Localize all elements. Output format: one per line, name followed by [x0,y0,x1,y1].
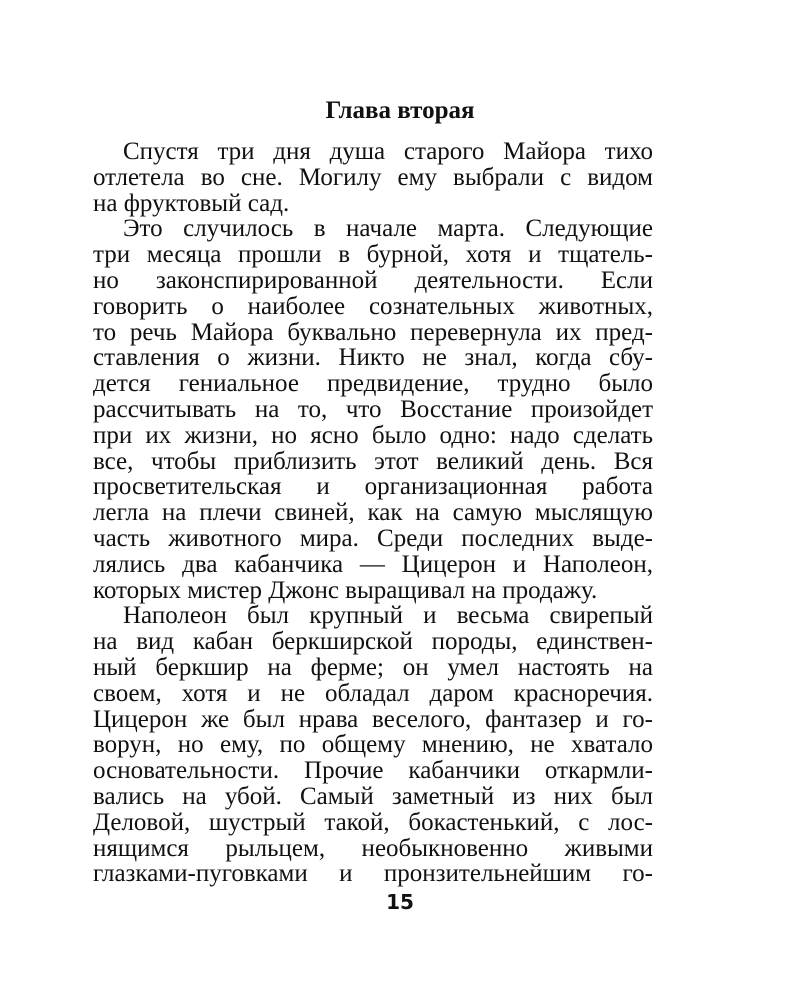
text-line: говорить о наиболее сознательных животных, [93,292,653,320]
text-line: своем, хотя и не обладал даром красноречия. [93,679,653,707]
text-line: вались на убой. Самый заметный из них был [93,782,653,810]
text-line: ный беркшир на ферме; он умел настоять на [93,653,653,681]
text-line: которых мистер Джонс выращивал на продажу. [93,576,598,604]
text-line: легла на плечи свиней, как на самую мыслящую [93,499,653,527]
text-line: ворун, но ему, по общему мнению, не хватало [93,731,653,759]
text-line: на фруктовый сад. [93,189,290,217]
text-line: отлетела во сне. Могилу ему выбрали с видом [93,163,653,191]
text-line: Деловой, шустрый такой, бокастенький, с лос- [93,808,653,836]
text-line: Цицерон же был нрава веселого, фантазер и го- [93,705,653,733]
text-line: на вид кабан беркширской породы, единствен- [93,628,653,656]
text-line: дется гениальное предвидение, трудно было [93,370,653,398]
text-line: глазками-пуговками и пронзительнейшим го- [93,860,653,888]
text-line: лялись два кабанчика — Цицерон и Наполеон, [93,550,653,578]
text-line: нящимся рыльцем, необыкновенно живыми [93,834,653,862]
chapter-title: Глава вторая [325,97,475,124]
text-line: Спустя три дня душа старого Майора тихо [123,138,653,165]
text-line: то речь Майора буквально перевернула их пред- [93,318,653,346]
text-line: три месяца прошли в бурной, хотя и тщатель- [93,241,653,269]
page-number: 15 [386,890,414,914]
text-line: Наполеон был крупный и весьма свирепый [123,602,653,630]
text-line: просветительская и организационная работа [93,473,653,501]
text-line: основательности. Прочие кабанчики откармли- [93,757,653,785]
body-text [93,139,653,887]
text-line: но законспирированной деятельности. Если [93,266,653,294]
text-line: Это случилось в начале марта. Следующие [123,215,653,243]
text-line: часть животного мира. Среди последних выде- [93,524,653,552]
text-line: при их жизни, но ясно было одно: надо сделать [93,421,653,449]
text-line: рассчитывать на то, что Восстание произойдет [93,395,653,423]
text-line: ставления о жизни. Никто не знал, когда сбу- [93,344,653,372]
text-line: все, чтобы приблизить этот великий день. Вся [93,447,653,475]
